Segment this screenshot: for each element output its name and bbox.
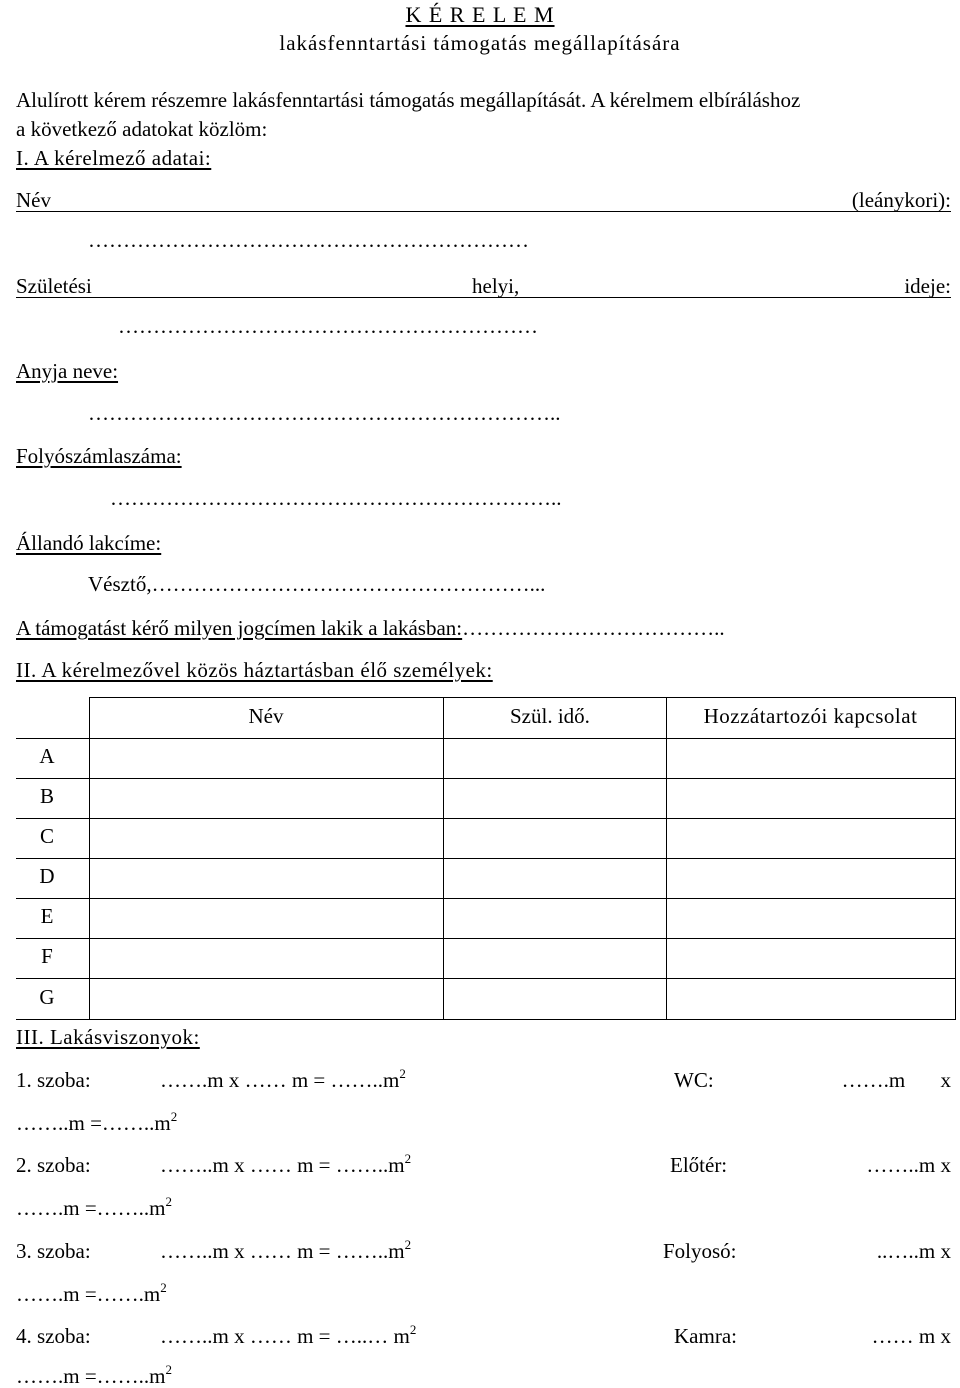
account-number-field[interactable]: ……………………………………………………….. bbox=[110, 486, 562, 510]
section-1-heading: I. A kérelmező adatai: bbox=[16, 146, 212, 170]
birth-date-label: ideje: bbox=[904, 274, 951, 298]
residence-title-question bbox=[16, 618, 725, 639]
room-4-continued[interactable]: …….m $=\dots\dots..m^2$ bbox=[16, 1362, 173, 1388]
intro-line-2: a következő adatokat közlöm: bbox=[16, 117, 268, 141]
row-label-f: F bbox=[41, 944, 53, 968]
form-title: K É R E L E M bbox=[405, 2, 555, 27]
row-label-g: G bbox=[39, 985, 55, 1009]
room-2-continued[interactable]: …….m $=\dots\dots..m^2$ bbox=[16, 1194, 173, 1220]
wc-dimensions[interactable]: …….m x bbox=[841, 1068, 951, 1092]
mother-name-field[interactable]: ………………………………………………………….. bbox=[88, 401, 561, 425]
section-3-heading: III. Lakásviszonyok: bbox=[16, 1025, 200, 1049]
room-2-label: 2. szoba: bbox=[16, 1153, 91, 1177]
wc-label: WC: bbox=[674, 1068, 714, 1092]
room-3-continued[interactable]: …….m $=\dots\dots.m^2$ bbox=[16, 1280, 167, 1306]
account-number-label: Folyószámlaszáma: bbox=[16, 444, 182, 468]
row-label-e: E bbox=[40, 904, 54, 928]
row-label-b: B bbox=[39, 784, 54, 808]
residence-title-field[interactable]: ……………………………….. bbox=[462, 616, 725, 640]
room-2-dimensions[interactable]: ……..m x …… $m = \dots\dots..m^2$ bbox=[160, 1151, 412, 1177]
room-1-label: 1. szoba: bbox=[16, 1068, 91, 1092]
column-header-birth-date: Szül. idő. bbox=[510, 704, 590, 728]
room-1-dimensions[interactable]: …….m x …… $m = \dots\dots..m^2$ bbox=[160, 1066, 406, 1092]
pantry-dimensions[interactable]: …… m x bbox=[871, 1324, 951, 1348]
pantry-label: Kamra: bbox=[674, 1324, 737, 1348]
row-label-a: A bbox=[39, 744, 55, 768]
section-2-heading: II. A kérelmezővel közös háztartásban élő személyek: bbox=[16, 658, 493, 682]
room-4-label: 4. szoba: bbox=[16, 1324, 91, 1348]
form-subtitle: lakásfenntartási támogatás megállapítására bbox=[279, 31, 681, 55]
name-label: Név bbox=[16, 188, 51, 212]
name-field[interactable]: ……………………………………………………… bbox=[88, 228, 529, 252]
name-underline bbox=[16, 211, 951, 212]
hallway-entry-label: Előtér: bbox=[670, 1153, 728, 1177]
address-field[interactable]: Vésztő,………………………………………………... bbox=[88, 572, 546, 596]
room-4-dimensions[interactable]: ……..m x …… m = …..… $m^2$ bbox=[160, 1322, 417, 1348]
name-maiden-label: (leánykori): bbox=[851, 188, 951, 212]
column-header-name: Név bbox=[248, 704, 284, 728]
room-1-continued[interactable]: ……..m $=\dots\dots..m^2$ bbox=[16, 1109, 178, 1135]
intro-line-1: Alulírott kérem részemre lakásfenntartási támogatás megállapítását. A kérelmem elbíráláshoz bbox=[16, 88, 801, 112]
address-label: Állandó lakcíme: bbox=[16, 531, 162, 555]
birth-label: Születési bbox=[16, 274, 92, 298]
birth-field[interactable]: …………………………………………………… bbox=[118, 314, 538, 338]
corridor-label: Folyosó: bbox=[663, 1239, 737, 1263]
row-label-d: D bbox=[39, 864, 55, 888]
room-3-dimensions[interactable]: ……..m x …… $m = \dots\dots..m^2$ bbox=[160, 1237, 412, 1263]
room-3-label: 3. szoba: bbox=[16, 1239, 91, 1263]
column-header-relationship: Hozzátartozói kapcsolat bbox=[703, 704, 918, 728]
mother-name-label: Anyja neve: bbox=[16, 359, 119, 383]
row-label-c: C bbox=[39, 824, 54, 848]
birth-underline bbox=[16, 297, 951, 298]
residence-title-label: A támogatást kérő milyen jogcímen lakik a lakásban: bbox=[16, 616, 463, 640]
birth-place-label: helyi, bbox=[472, 274, 520, 298]
corridor-dimensions[interactable]: ..…..m x bbox=[876, 1239, 951, 1263]
hallway-entry-dimensions[interactable]: ……..m x bbox=[866, 1153, 951, 1177]
